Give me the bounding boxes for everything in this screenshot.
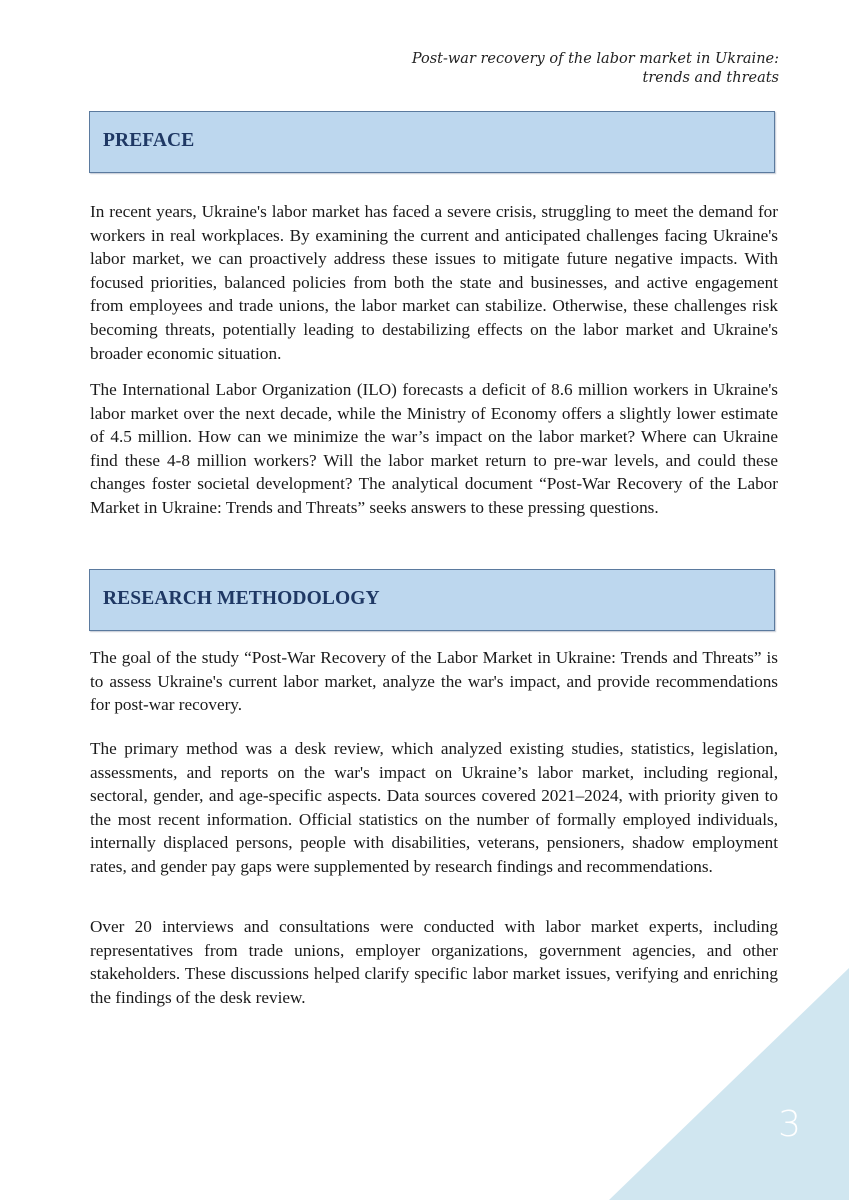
- running-header-line-1: Post-war recovery of the labor market in Ukraine:: [411, 51, 779, 67]
- methodology-paragraph-1: The goal of the study “Post-War Recovery of the Labor Market in Ukraine: Trends and Threats” is to assess Ukraine's current labor market, analyze the war's impact, and provide recommendations for post-war recovery.: [90, 648, 778, 715]
- preface-heading: PREFACE: [103, 130, 195, 151]
- running-header: [412, 50, 779, 88]
- methodology-paragraph-3: Over 20 interviews and consultations were conducted with labor market experts, including representatives from trade unions, employer organizations, government agencies, and other stakeholders. These discussions helped clarify specific labor market issues, verifying and enriching the findings of the desk review.: [90, 917, 778, 1007]
- corner-decoration-triangle: [609, 968, 849, 1200]
- page-number: 3: [778, 1104, 801, 1145]
- running-header-line-2: trends and threats: [642, 70, 779, 86]
- preface-paragraph-2: The International Labor Organization (ILO) forecasts a deficit of 8.6 million workers in Ukraine's labor market over the next decade, while the Ministry of Economy offers a slightly lower estimate of 4.5 million. How can we minimize the war’s impact on the labor market? Where can Ukraine find these 4-8 million workers? Will the labor market return to pre-war levels, and could these changes foster societal development? The analytical document “Post-War Recovery of the Labor Market in Ukraine: Trends and Threats” seeks answers to these pressing questions.: [90, 380, 778, 517]
- preface-paragraph-1: In recent years, Ukraine's labor market has faced a severe crisis, struggling to meet the demand for workers in real workplaces. By examining the current and anticipated challenges facing Ukraine's labor market, we can proactively address these issues to mitigate future negative impacts. With focused priorities, balanced policies from both the state and businesses, and active engagement from employees and trade unions, the labor market can stabilize. Otherwise, these challenges risk becoming threats, potentially leading to destabilizing effects on the labor market and Ukraine's broader economic situation.: [90, 202, 778, 363]
- methodology-paragraph-2: The primary method was a desk review, which analyzed existing studies, statistics, legislation, assessments, and reports on the war's impact on Ukraine’s labor market, including regional, sectoral, gender, and age-specific aspects. Data sources covered 2021–2024, with priority given to the most recent information. Official statistics on the number of formally employed individuals, internally displaced persons, people with disabilities, veterans, pensioners, shadow employment rates, and gender pay gaps were supplemented by research findings and recommendations.: [90, 739, 778, 876]
- methodology-heading: RESEARCH METHODOLOGY: [103, 588, 380, 609]
- methodology-heading-box: [89, 569, 775, 631]
- preface-heading-box: [89, 111, 775, 173]
